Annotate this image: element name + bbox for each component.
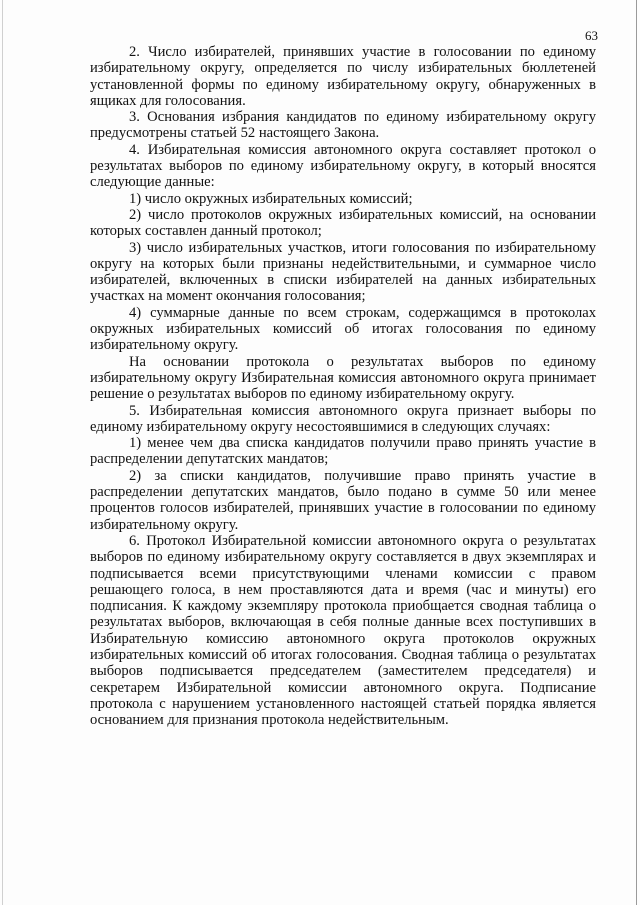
paragraph-decision: На основании протокола о результатах выборов по единому избирательному округу Избирательная комиссия автономного округа принимает решение о результатах выборов по единому избирательному округу. (90, 353, 596, 403)
list-item-2: 2) число протоколов окружных избирательных комиссий, на основании которых составлен данный протокол; (90, 206, 596, 240)
list-item-4: 4) суммарные данные по всем строкам, содержащимся в протоколах окружных избирательных комиссий об итогах голосования по единому избирательному округу. (90, 304, 596, 354)
list-item-5-2: 2) за списки кандидатов, получившие право принять участие в распределении депутатских мандатов, было подано в сумме 50 или менее процентов голосов избирателей, принявших участие в голосовании по единому избирательному округу. (90, 467, 596, 533)
paragraph-item-4: 4. Избирательная комиссия автономного округа составляет протокол о результатах выборов по единому избирательному округу, в который вносятся следующие данные: (90, 141, 596, 191)
paragraph-item-5: 5. Избирательная комиссия автономного округа признает выборы по единому избирательному округу несостоявшимися в следующих случаях: (90, 402, 596, 435)
list-item-5-1: 1) менее чем два списка кандидатов получили право принять участие в распределении депутатских мандатов; (90, 435, 596, 468)
list-item-3: 3) число избирательных участков, итоги голосования по избирательному округу на которых были признаны недействительными, и суммарное число избирателей, включенных в списки избирателей на данных избирательных участках на момент окончания голосования; (90, 239, 596, 305)
page-number: 63 (585, 28, 598, 43)
scan-edge-right (636, 0, 637, 905)
scan-edge-left (2, 0, 3, 905)
list-item-1: 1) число окружных избирательных комиссий; (129, 190, 413, 207)
paragraph-item-3: 3. Основания избрания кандидатов по единому избирательному округу предусмотрены статьей 52 настоящего Закона. (90, 109, 596, 142)
body-text (90, 44, 596, 728)
paragraph-item-2: 2. Число избирателей, принявших участие в голосовании по единому избирательному округу, определяется по числу избирательных бюллетеней установленной формы по единому избирательному округу, обнаруженных в ящиках для голосования. (90, 44, 596, 109)
paragraph-item-6: 6. Протокол Избирательной комиссии автономного округа о результатах выборов по единому избирательному округу составляется в двух экземплярах и подписывается всеми присутствующими членами комиссии с правом решающего голоса, в нем проставляются дата и время (час и минуты) его подписания. К каждому экземпляру протокола приобщается сводная таблица о результатах выборов, включающая в себя полные данные всех поступивших в Избирательную комиссию автономного округа протоколов окружных избирательных комиссий об итогах голосования. Сводная таблица о результатах выборов подписывается председателем (заместителем председателя) и секретарем Избирательной комиссии автономного округа. Подписание протокола с нарушением установленного настоящей статьей порядка является основанием для признания протокола недействительным. (90, 532, 596, 729)
